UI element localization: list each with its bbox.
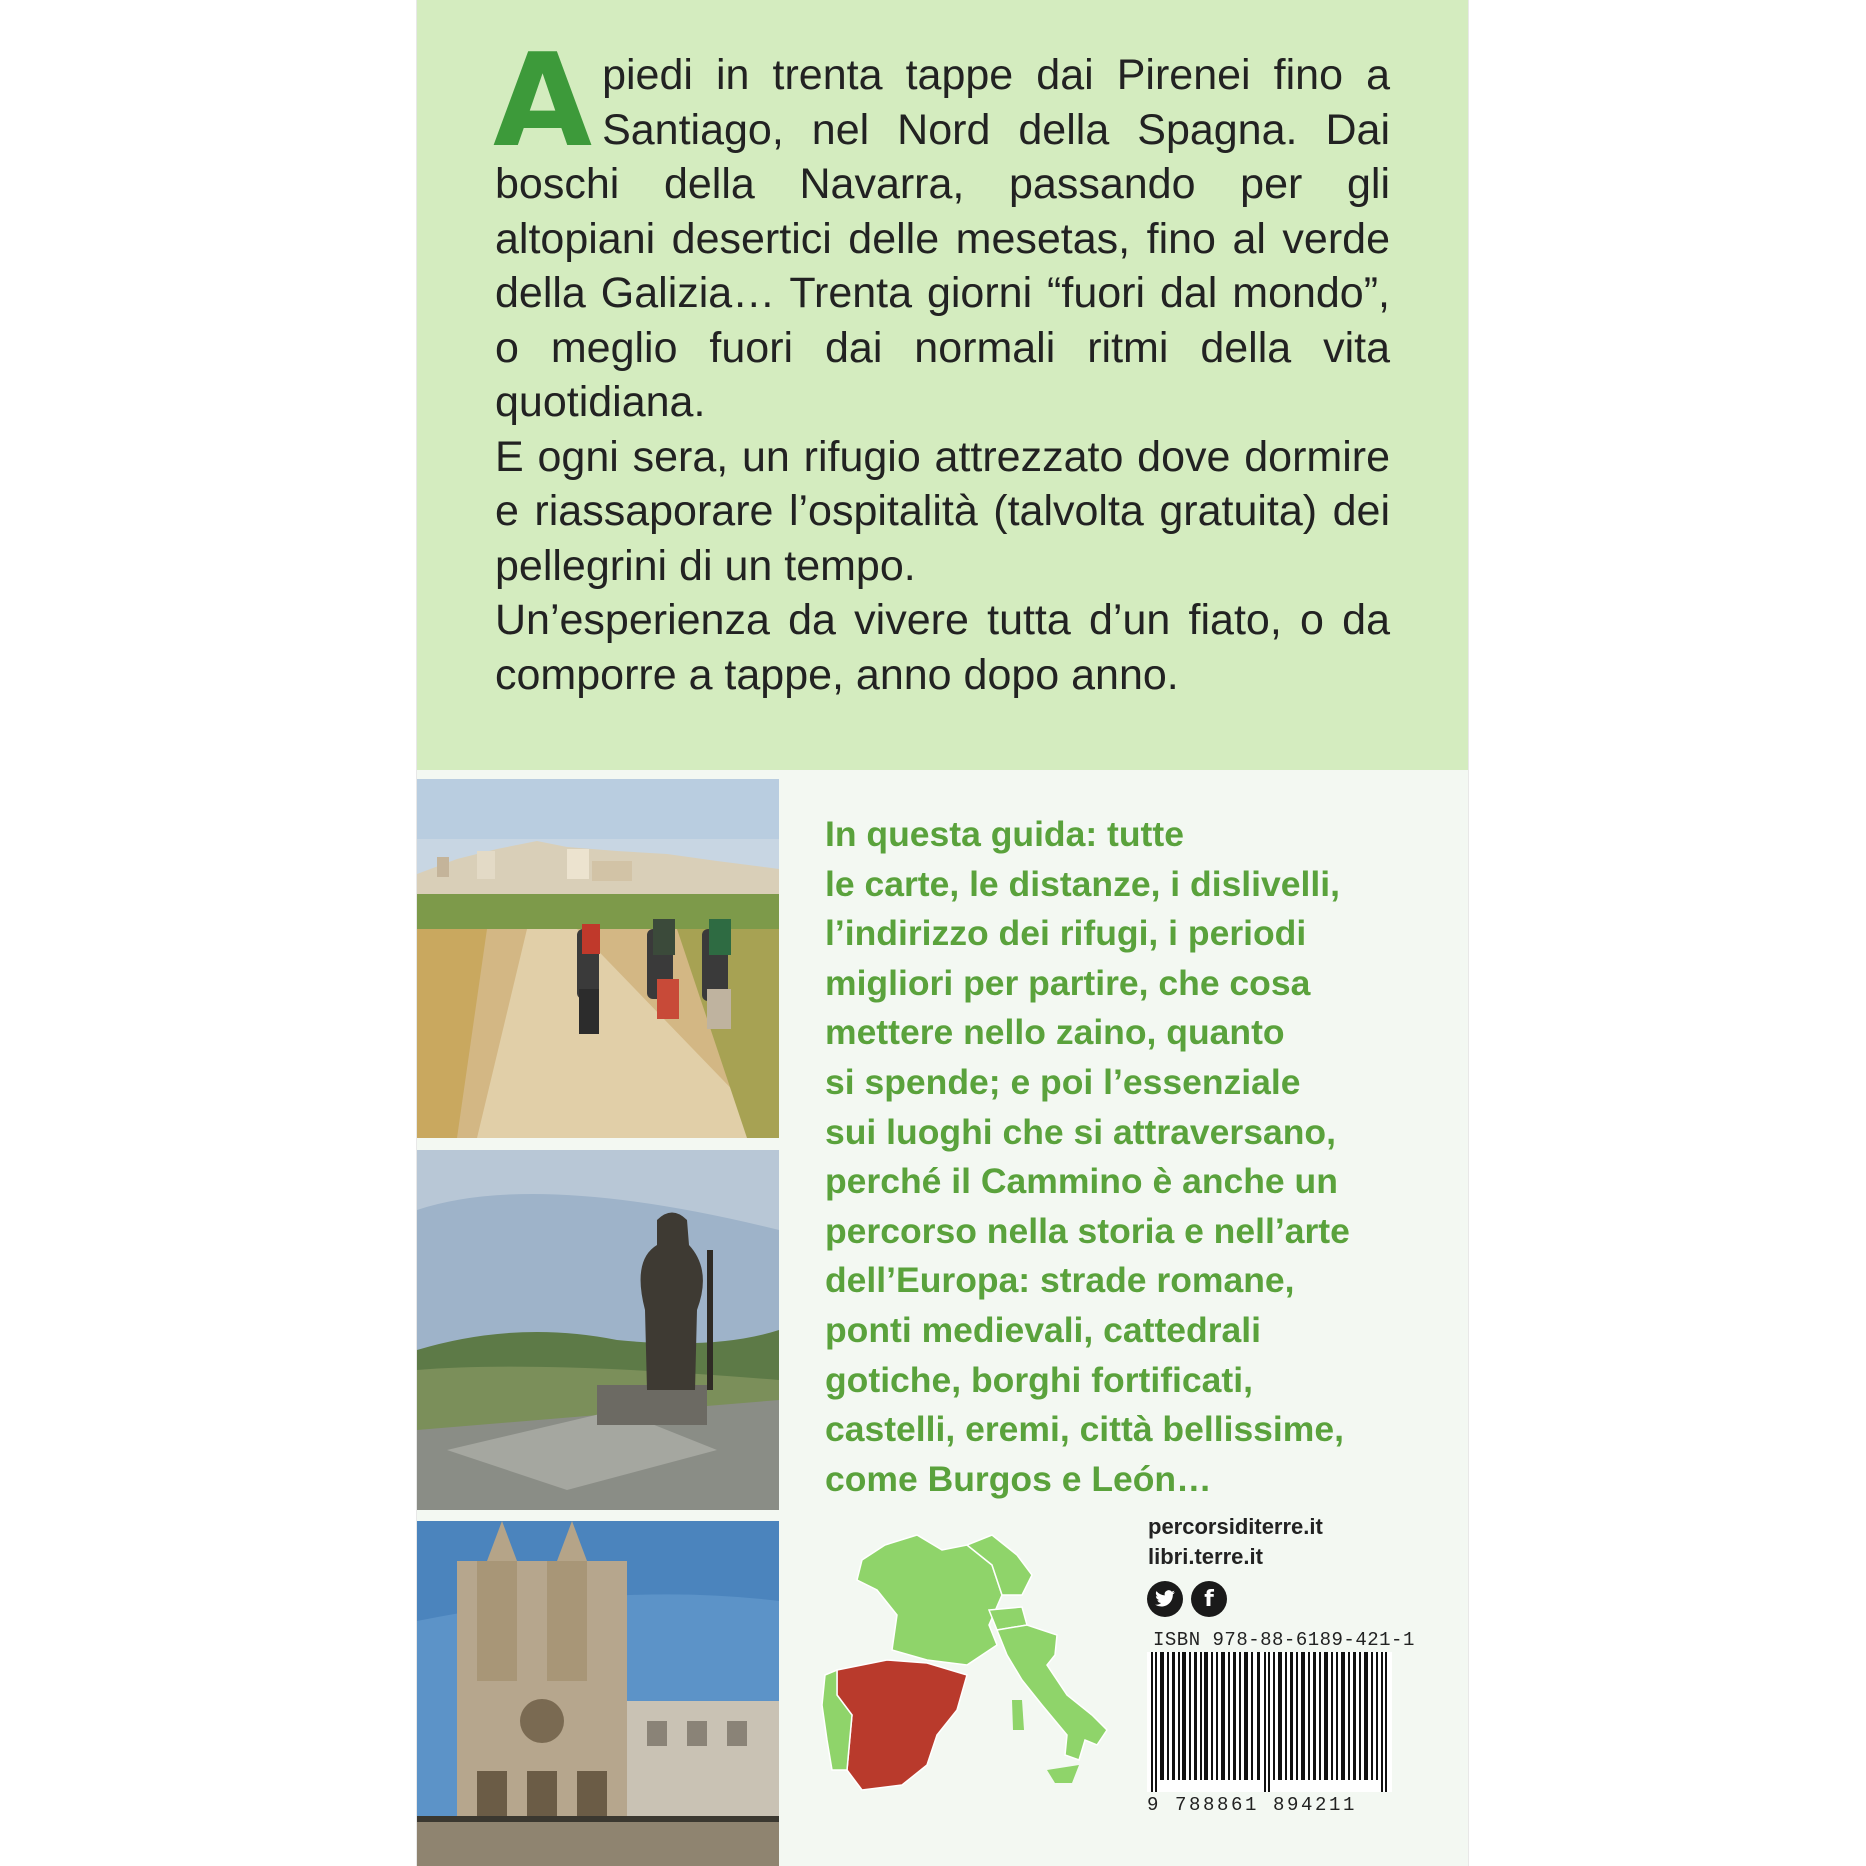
- social-icons: [1147, 1581, 1227, 1617]
- intro-panel: [417, 0, 1468, 770]
- website-libri-terre[interactable]: libri.terre.it: [1148, 1544, 1263, 1569]
- isbn-label: ISBN 978-88-6189-421-1: [1153, 1629, 1415, 1651]
- pilgrim-statue-photo: [417, 1150, 779, 1510]
- intro-paragraph-2: E ogni sera, un rifugio attrezzato dove dormire e riassaporare l’ospitalità (talvolta gratuita) dei pellegrini di un tempo.: [495, 432, 1390, 590]
- intro-paragraph-1: [493, 27, 1390, 430]
- barcode-digits: 9 788861 894211: [1147, 1794, 1358, 1816]
- intro-paragraph-3: Un’esperienza da vivere tutta d’un fiato, o da comporre a tappe, anno dopo anno.: [495, 596, 1390, 699]
- intro-text: [493, 27, 1390, 702]
- spain-region: [837, 1660, 967, 1790]
- website-percorsiditerre[interactable]: percorsiditerre.it: [1148, 1514, 1323, 1539]
- barcode: [1147, 1652, 1392, 1792]
- guide-description: In questa guida: tutte le carte, le distanze, i dislivelli, l’indirizzo dei rifugi, i periodi migliori per partire, che cosa mettere nello zaino, quanto si spende; e poi l’essenziale sui luoghi che si attraversano, perché il Cammino è anche un percorso nella storia e nell’arte dell’Europa: strade romane, ponti medievali, cattedrali gotiche, borghi fortificati, castelli, eremi, città bellissime, come Burgos e León…: [825, 814, 1350, 1499]
- italy-region: [997, 1625, 1107, 1760]
- dropcap-letter: A: [493, 27, 593, 176]
- website-links: [1148, 1512, 1323, 1572]
- pilgrims-walking-photo: [417, 779, 779, 1138]
- europe-map: [817, 1515, 1117, 1815]
- twitter-icon[interactable]: [1147, 1581, 1183, 1617]
- facebook-icon[interactable]: f: [1191, 1581, 1227, 1617]
- sardinia: [1012, 1700, 1024, 1730]
- intro-paragraph-1-text: piedi in trenta tappe dai Pirenei fino a Santiago, nel Nord della Spagna. Dai boschi della Navarra, passando per gli altopiani desertici delle mesetas, fino al verde della Galizia… Trenta giorni “fuori dal mondo”, o meglio fuori dai normali ritmi della vita quotidiana.: [495, 51, 1390, 426]
- cathedral-photo: [417, 1521, 779, 1866]
- book-back-cover: [417, 0, 1468, 1866]
- sicily: [1047, 1765, 1079, 1783]
